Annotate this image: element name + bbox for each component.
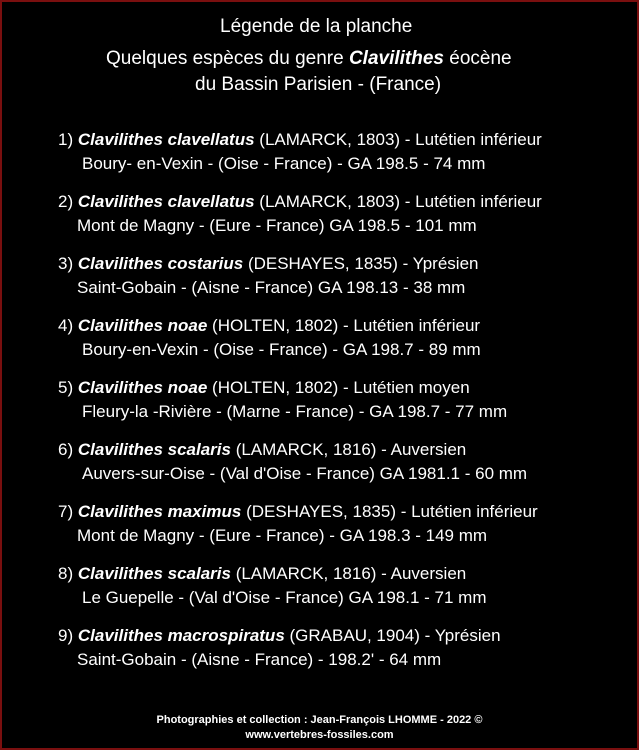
entry-number: 5) bbox=[58, 378, 74, 397]
entry-species: Clavilithes maximus bbox=[77, 502, 242, 521]
entry-species: Clavilithes noae bbox=[77, 316, 208, 335]
entry-author: (LAMARCK, 1803) - Lutétien inférieur bbox=[259, 130, 542, 149]
entry-number: 7) bbox=[58, 502, 74, 521]
entry-author: (GRABAU, 1904) - Yprésien bbox=[289, 626, 501, 645]
entry-author: (LAMARCK, 1816) - Auversien bbox=[235, 440, 467, 459]
entry-author: (HOLTEN, 1802) - Lutétien inférieur bbox=[212, 316, 481, 335]
entry-locality: Saint-Gobain - (Aisne - France) - 198.2' - 64 mm bbox=[77, 650, 442, 669]
entry-locality: Auvers-sur-Oise - (Val d'Oise - France) GA 1981.1 - 60 mm bbox=[82, 464, 528, 483]
entry-author: (DESHAYES, 1835) - Lutétien inférieur bbox=[246, 502, 538, 521]
entry-locality: Mont de Magny - (Eure - France) GA 198.5 - 101 mm bbox=[77, 216, 477, 235]
subtitle-post: éocène bbox=[444, 48, 512, 69]
entry-locality: Saint-Gobain - (Aisne - France) GA 198.13 - 38 mm bbox=[77, 278, 466, 297]
entry-number: 3) bbox=[58, 254, 74, 273]
entry-species: Clavilithes clavellatus bbox=[77, 130, 255, 149]
entry-species: Clavilithes scalaris bbox=[77, 440, 231, 459]
legend-subtitle-line2: du Bassin Parisien - (France) bbox=[195, 74, 442, 95]
entry-author: (DESHAYES, 1835) - Yprésien bbox=[247, 254, 479, 273]
entry-number: 6) bbox=[58, 440, 74, 459]
footer-credit: Photographies et collection : Jean-François LHOMME - 2022 © bbox=[156, 714, 483, 726]
legend-title: Légende de la planche bbox=[220, 16, 413, 37]
entry-number: 4) bbox=[58, 316, 74, 335]
entry-locality: Boury- en-Vexin - (Oise - France) - GA 198.5 - 74 mm bbox=[82, 154, 486, 173]
entry-species: Clavilithes clavellatus bbox=[77, 192, 255, 211]
entry-line1 bbox=[58, 130, 542, 150]
subtitle-pre: Quelques espèces du genre bbox=[106, 48, 349, 69]
entry-locality: Mont de Magny - (Eure - France) - GA 198.3 - 149 mm bbox=[77, 526, 488, 545]
entry-number: 9) bbox=[58, 626, 74, 645]
entry-author: (LAMARCK, 1803) - Lutétien inférieur bbox=[259, 192, 542, 211]
footer bbox=[2, 713, 637, 743]
entry-line1 bbox=[58, 564, 466, 584]
entry-line1 bbox=[58, 440, 466, 460]
entry-line1 bbox=[58, 316, 480, 336]
entry-line1 bbox=[58, 626, 501, 646]
entry-species: Clavilithes macrospiratus bbox=[77, 626, 285, 645]
entry-author: (LAMARCK, 1816) - Auversien bbox=[235, 564, 467, 583]
entry-locality: Le Guepelle - (Val d'Oise - France) GA 198.1 - 71 mm bbox=[82, 588, 487, 607]
subtitle-genus: Clavilithes bbox=[348, 48, 444, 69]
entry-line1 bbox=[58, 254, 478, 274]
entry-locality: Boury-en-Vexin - (Oise - France) - GA 198.7 - 89 mm bbox=[82, 340, 481, 359]
entry-species: Clavilithes noae bbox=[77, 378, 208, 397]
legend-subtitle bbox=[106, 48, 512, 70]
entry-locality: Fleury-la -Rivière - (Marne - France) - GA 198.7 - 77 mm bbox=[82, 402, 508, 421]
entry-line1 bbox=[58, 378, 470, 398]
entry-species: Clavilithes costarius bbox=[77, 254, 244, 273]
entry-species: Clavilithes scalaris bbox=[77, 564, 231, 583]
entry-number: 1) bbox=[58, 130, 74, 149]
entry-number: 8) bbox=[58, 564, 74, 583]
entry-line1 bbox=[58, 502, 538, 522]
entry-number: 2) bbox=[58, 192, 74, 211]
footer-website: www.vertebres-fossiles.com bbox=[245, 729, 394, 741]
entry-line1 bbox=[58, 192, 542, 212]
entry-author: (HOLTEN, 1802) - Lutétien moyen bbox=[212, 378, 470, 397]
